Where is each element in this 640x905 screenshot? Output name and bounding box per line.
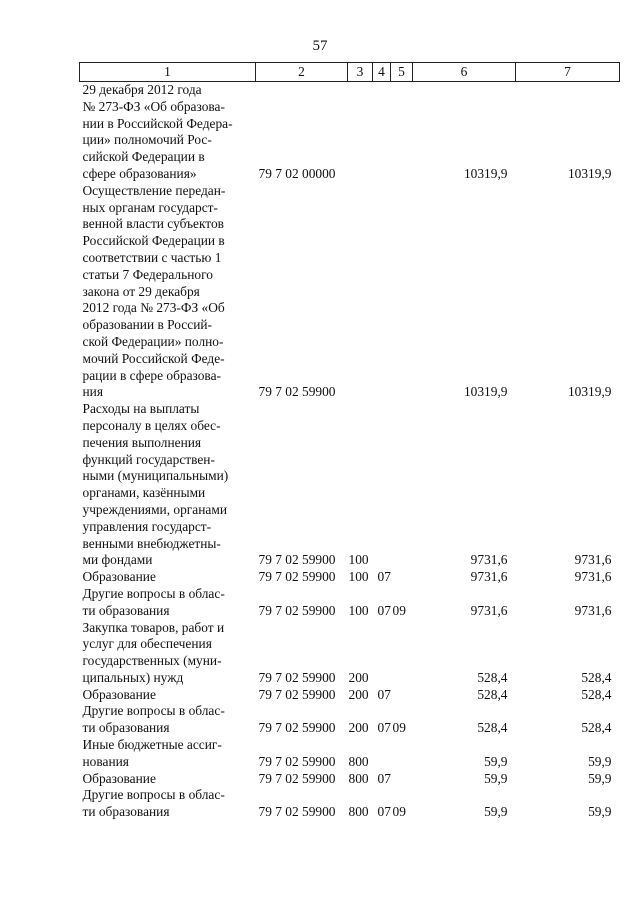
row-code: 79 7 02 59900 [258, 804, 336, 820]
row-expense-type: 800 [348, 770, 369, 786]
row-expense-type: 200 [348, 669, 369, 685]
row-name-line: Другие вопросы в облас- [82, 787, 225, 803]
row-name-line: 29 декабря 2012 года [82, 82, 202, 97]
row-section: 07 [377, 770, 391, 786]
row-name [80, 569, 256, 586]
row-code: 79 7 02 59900 [258, 384, 336, 400]
row-expense-type [348, 183, 373, 401]
row-name-line: Иные бюджетные ассиг- [82, 737, 222, 753]
row-name-line: ции» полномочий Рос- [82, 132, 212, 148]
table-row [80, 737, 620, 771]
column-header-5: 5 [391, 63, 413, 82]
row-name-line: персоналу в целях обес- [82, 417, 221, 433]
row-name-line: печения выполнения [82, 434, 202, 450]
row-code: 79 7 02 59900 [258, 552, 336, 568]
table-row [80, 569, 620, 586]
row-subsection: 09 [392, 804, 406, 820]
row-name-line: услуг для обеспечения [82, 636, 212, 652]
row-expense-type: 200 [348, 720, 369, 736]
row-subsection [391, 687, 413, 704]
row-name-line: рации в сфере образова- [82, 367, 221, 383]
row-subsection [391, 620, 413, 687]
row-section [373, 737, 391, 771]
row-name-line: учреждениями, органами [82, 501, 227, 517]
row-name-line: Образование [82, 686, 156, 702]
row-code: 79 7 02 59900 [258, 669, 336, 685]
row-name [80, 787, 256, 821]
row-sum-year-2: 9731,6 [574, 552, 612, 568]
row-name-line: закона от 29 декабря [82, 283, 200, 299]
table-row [80, 401, 620, 569]
row-name-line: образовании в Россий- [82, 317, 212, 333]
row-name-line: органами, казёнными [82, 485, 206, 501]
table-header-row [80, 63, 620, 82]
row-section: 07 [377, 686, 391, 702]
row-sum-year-1: 59,9 [484, 753, 508, 769]
row-name-line: Другие вопросы в облас- [82, 585, 225, 601]
row-code: 79 7 02 59900 [258, 753, 336, 769]
row-name-line: Российской Федерации в [82, 233, 225, 249]
row-name-line: мочий Российской Феде- [82, 350, 225, 366]
row-name-line: сфере образования» [82, 165, 197, 181]
row-expense-type [348, 82, 373, 183]
column-header-7: 7 [516, 63, 620, 82]
row-sum-year-1: 528,4 [477, 669, 508, 685]
row-name-line: статьи 7 Федерального [82, 266, 213, 282]
row-sum-year-2: 59,9 [588, 804, 612, 820]
row-code: 79 7 02 59900 [258, 602, 336, 618]
row-section [373, 401, 391, 569]
row-expense-type: 800 [348, 753, 369, 769]
table-row [80, 183, 620, 401]
row-expense-type: 100 [348, 569, 369, 585]
row-sum-year-2: 9731,6 [574, 569, 612, 585]
row-name-line: нии в Российской Федера- [82, 115, 233, 131]
row-name [80, 183, 256, 401]
row-name-line: Осуществление передан- [82, 182, 226, 198]
row-expense-type: 200 [348, 686, 369, 702]
row-sum-year-2: 10319,9 [567, 165, 612, 181]
row-name-line: ных органам государст- [82, 199, 218, 215]
row-name-line: венной власти субъектов [82, 216, 224, 232]
row-name-line: Расходы на выплаты [82, 401, 200, 417]
row-subsection: 09 [392, 720, 406, 736]
row-name-line: сийской Федерации в [82, 149, 205, 165]
row-name-line: № 273-ФЗ «Об образова- [82, 98, 225, 114]
row-section [373, 82, 391, 183]
column-header-1: 1 [80, 63, 256, 82]
table-row [80, 620, 620, 687]
row-name-line: Образование [82, 569, 156, 585]
table-row [80, 82, 620, 183]
row-sum-year-2: 10319,9 [567, 384, 612, 400]
row-name-line: 2012 года № 273-ФЗ «Об [82, 300, 225, 316]
row-name [80, 771, 256, 788]
table-row [80, 687, 620, 704]
row-name [80, 586, 256, 620]
row-name [80, 703, 256, 737]
row-code: 79 7 02 59900 [258, 569, 336, 585]
row-name [80, 687, 256, 704]
table-row [80, 703, 620, 737]
row-sum-year-1: 9731,6 [470, 569, 508, 585]
row-name [80, 401, 256, 569]
row-sum-year-1: 528,4 [477, 720, 508, 736]
column-header-2: 2 [256, 63, 348, 82]
row-name-line: управления государст- [82, 518, 212, 534]
row-name-line: ния [82, 384, 103, 400]
table-row [80, 586, 620, 620]
row-name-line: нования [82, 753, 129, 769]
row-name-line: Закупка товаров, работ и [82, 619, 225, 635]
row-name-line: ными (муниципальными) [82, 468, 229, 484]
row-name-line: ми фондами [82, 552, 153, 568]
row-subsection [391, 771, 413, 788]
row-name-line: соответствии с частью 1 [82, 249, 222, 265]
row-name-line: ти образования [82, 804, 170, 820]
row-name-line: ти образования [82, 602, 170, 618]
row-subsection [391, 569, 413, 586]
row-subsection [391, 737, 413, 771]
row-code: 79 7 02 59900 [258, 686, 336, 702]
row-name-line: ти образования [82, 720, 170, 736]
row-section: 07 [377, 804, 391, 820]
row-section [373, 620, 391, 687]
row-name [80, 82, 256, 183]
row-name-line: государственных (муни- [82, 653, 222, 669]
row-code: 79 7 02 59900 [258, 770, 336, 786]
row-sum-year-2: 528,4 [581, 669, 612, 685]
row-code: 79 7 02 59900 [258, 720, 336, 736]
column-header-6: 6 [413, 63, 516, 82]
row-name-line: функций государствен- [82, 451, 215, 467]
row-name-line: ципальных) нужд [82, 669, 184, 685]
row-subsection [391, 401, 413, 569]
row-section: 07 [377, 569, 391, 585]
table-body [80, 82, 620, 822]
column-header-4: 4 [373, 63, 391, 82]
column-header-3: 3 [348, 63, 373, 82]
row-name-line: Образование [82, 770, 156, 786]
row-expense-type: 100 [348, 602, 369, 618]
row-sum-year-1: 9731,6 [470, 552, 508, 568]
row-expense-type: 800 [348, 804, 369, 820]
row-sum-year-1: 9731,6 [470, 602, 508, 618]
row-expense-type: 100 [348, 552, 369, 568]
row-name [80, 737, 256, 771]
row-sum-year-2: 59,9 [588, 753, 612, 769]
row-sum-year-1: 59,9 [484, 804, 508, 820]
row-name-line: венными внебюджетны- [82, 535, 221, 551]
budget-table [79, 62, 620, 821]
page-number: 57 [312, 38, 328, 54]
row-code: 79 7 02 00000 [258, 165, 336, 181]
row-sum-year-2: 9731,6 [574, 602, 612, 618]
row-section [373, 183, 391, 401]
table-row [80, 787, 620, 821]
row-name-line: Другие вопросы в облас- [82, 703, 225, 719]
row-sum-year-2: 528,4 [581, 720, 612, 736]
row-sum-year-2: 528,4 [581, 686, 612, 702]
row-section: 07 [377, 602, 391, 618]
row-name-line: ской Федерации» полно- [82, 333, 224, 349]
row-sum-year-2: 59,9 [588, 770, 612, 786]
row-sum-year-1: 10319,9 [463, 165, 508, 181]
row-name [80, 620, 256, 687]
row-subsection: 09 [392, 602, 406, 618]
row-section: 07 [377, 720, 391, 736]
row-sum-year-1: 528,4 [477, 686, 508, 702]
row-subsection [391, 183, 413, 401]
row-subsection [391, 82, 413, 183]
row-sum-year-1: 10319,9 [463, 384, 508, 400]
table-row [80, 771, 620, 788]
row-sum-year-1: 59,9 [484, 770, 508, 786]
